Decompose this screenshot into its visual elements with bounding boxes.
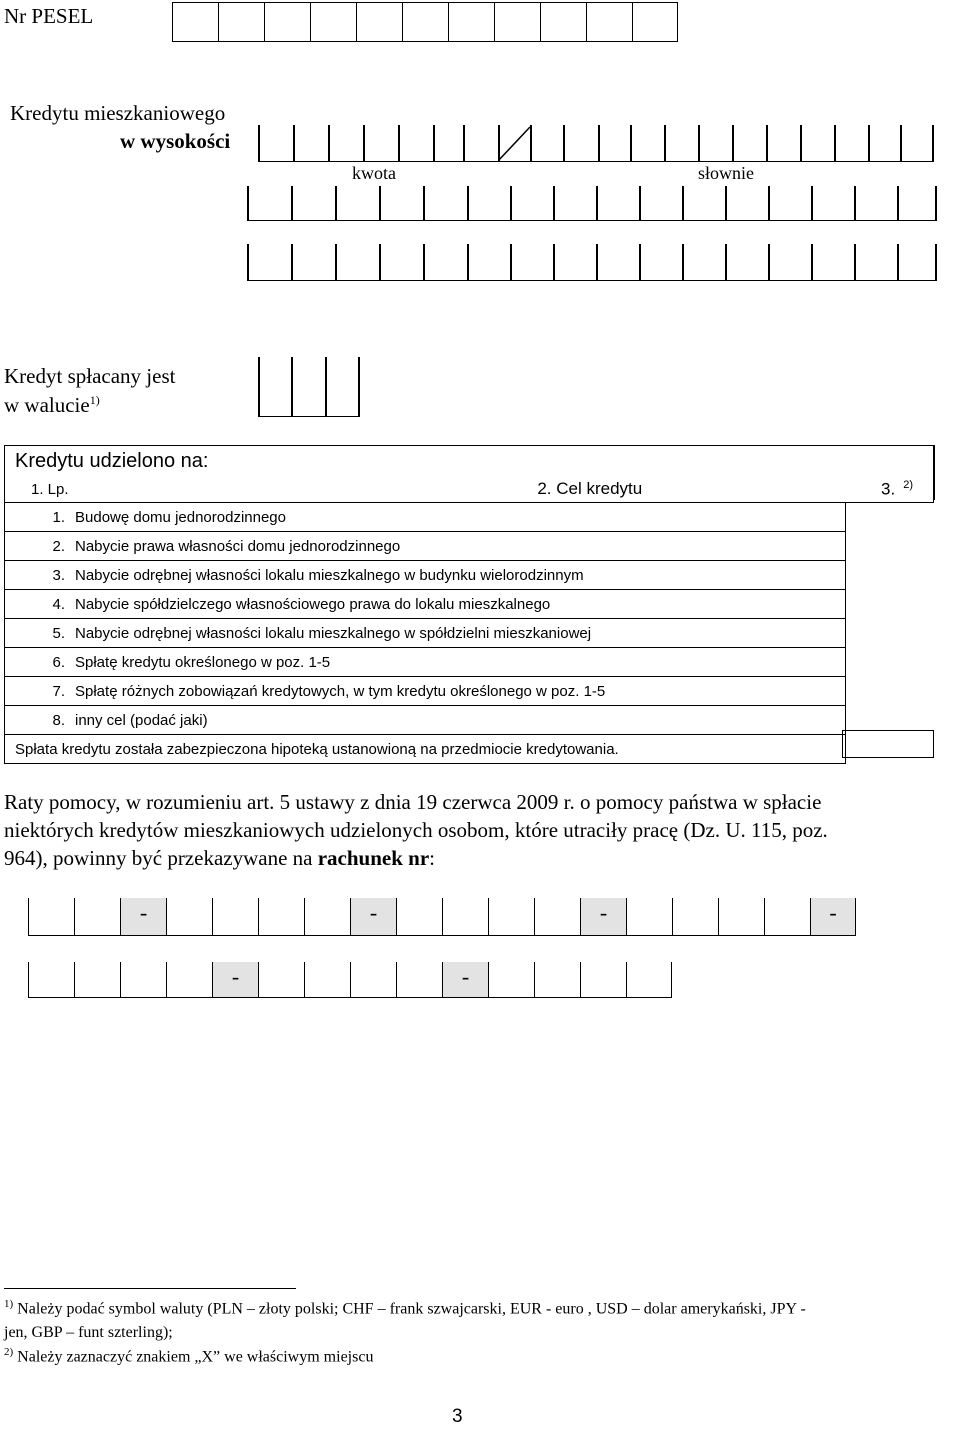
row-checkbox[interactable] <box>846 561 934 590</box>
raty-line-3-text: 964), powinny być przekazywane na <box>4 846 318 870</box>
row-number: 2. <box>52 537 65 555</box>
table-row <box>5 677 934 706</box>
rachunek-nr-label: rachunek nr <box>317 846 430 870</box>
waluta-label-text: w walucie <box>4 393 90 417</box>
col-lp-header: 1. Lp. <box>31 480 69 498</box>
row-text: Nabycie spółdzielczego własnościowego prawa do lokalu mieszkalnego <box>75 595 551 613</box>
footnote-separator <box>4 1288 296 1289</box>
row-checkbox[interactable] <box>846 532 934 561</box>
col-3-header: 3. <box>881 479 896 499</box>
footnote-1-text: Należy podać symbol waluty (PLN – złoty polski; CHF – frank szwajcarski, EUR - euro , USD – dolar amerykański, JPY - <box>17 1300 806 1318</box>
table-row <box>5 532 934 561</box>
pesel-digit-cell[interactable] <box>310 2 356 42</box>
table-header-row <box>5 476 934 503</box>
raty-line-2: niektórych kredytów mieszkaniowych udzielonych osobom, które utraciły pracę (Dz. U. 115, poz. <box>4 818 828 842</box>
table-row <box>5 706 934 735</box>
kwota-label: kwota <box>352 163 396 183</box>
waluta-input[interactable] <box>258 358 360 417</box>
row-checkbox[interactable] <box>846 619 934 648</box>
pesel-digit-cell[interactable] <box>586 2 632 42</box>
row-text: Spłatę kredytu określonego w poz. 1-5 <box>75 653 331 671</box>
pesel-digit-cell[interactable] <box>494 2 540 42</box>
kredyt-heading: Kredytu mieszkaniowego <box>10 101 226 125</box>
table-row <box>5 561 934 590</box>
footnote-1-marker: 1) <box>4 1298 14 1310</box>
table-row <box>5 503 934 532</box>
row-number: 4. <box>52 595 65 613</box>
account-separator: - <box>599 900 608 925</box>
account-separator: - <box>369 900 378 925</box>
footnote-2-marker: 2) <box>4 1346 14 1358</box>
raty-line-3 <box>4 846 435 871</box>
pesel-digit-cell[interactable] <box>540 2 586 42</box>
account-number-input-1[interactable] <box>28 898 856 936</box>
slownie-input-line-2[interactable] <box>247 245 937 281</box>
pesel-label: Nr PESEL <box>4 4 94 28</box>
decimal-slash-icon <box>498 126 531 162</box>
row-number: 7. <box>52 682 65 700</box>
pesel-input[interactable] <box>172 2 678 42</box>
slownie-input-line-1[interactable] <box>247 187 937 221</box>
footnote-ref-1: 1) <box>89 393 100 407</box>
raty-line-1: Raty pomocy, w rozumieniu art. 5 ustawy z dnia 19 czerwca 2009 r. o pomocy państwa w spłacie <box>4 790 822 814</box>
kredyt-subheading: w wysokości <box>120 129 231 153</box>
row-text: inny cel (podać jaki) <box>75 711 208 729</box>
row-text: Nabycie prawa własności domu jednorodzinnego <box>75 537 401 555</box>
cel-kredytu-table <box>4 445 934 764</box>
row-text: Spłatę różnych zobowiązań kredytowych, w tym kredytu określonego w poz. 1-5 <box>75 682 606 700</box>
row-text: Budowę domu jednorodzinnego <box>75 508 286 526</box>
footnote-2-text: Należy zaznaczyć znakiem „X” we właściwym miejscu <box>17 1348 374 1366</box>
pesel-digit-cell[interactable] <box>356 2 402 42</box>
footnote-ref-2: 2) <box>903 478 913 491</box>
pesel-digit-cell[interactable] <box>264 2 310 42</box>
pesel-digit-cell[interactable] <box>448 2 494 42</box>
row-number: 6. <box>52 653 65 671</box>
account-separator: - <box>829 900 837 925</box>
row-checkbox[interactable] <box>846 503 934 532</box>
kwota-input[interactable] <box>258 126 934 162</box>
table-row <box>5 619 934 648</box>
footnote-1 <box>4 1298 806 1318</box>
account-separator: - <box>139 900 148 925</box>
page-number: 3 <box>452 1406 463 1427</box>
footnote-2 <box>4 1346 373 1366</box>
row-number: 3. <box>52 566 65 584</box>
row-checkbox[interactable] <box>846 677 934 706</box>
hipoteka-box[interactable] <box>842 730 934 758</box>
pesel-digit-cell[interactable] <box>632 2 678 42</box>
waluta-label-line1: Kredyt spłacany jest <box>4 364 176 388</box>
row-text: Nabycie odrębnej własności lokalu mieszkalnego w spółdzielni mieszkaniowej <box>75 624 592 642</box>
account-separator: - <box>231 964 240 989</box>
table-right-border <box>934 445 935 500</box>
account-number-input-2[interactable] <box>28 962 672 998</box>
pesel-digit-cell[interactable] <box>402 2 448 42</box>
row-number: 1. <box>52 508 65 526</box>
table-row <box>5 648 934 677</box>
table-row <box>5 590 934 619</box>
row-checkbox[interactable] <box>846 590 934 619</box>
table-title: Kredytu udzielono na: <box>5 446 934 477</box>
waluta-label-line2 <box>4 393 100 418</box>
raty-line-3-colon: : <box>429 846 435 870</box>
account-separator: - <box>461 964 470 989</box>
row-number: 5. <box>52 624 65 642</box>
row-text: Nabycie odrębnej własności lokalu mieszkalnego w budynku wielorodzinnym <box>75 566 584 584</box>
pesel-digit-cell[interactable] <box>218 2 264 42</box>
hipoteka-statement: Spłata kredytu została zabezpieczona hipoteką ustanowioną na przedmiocie kredytowania. <box>5 735 846 764</box>
slownie-label: słownie <box>698 163 754 183</box>
row-number: 8. <box>52 711 65 729</box>
col-cel-header: 2. Cel kredytu <box>537 479 643 498</box>
row-checkbox[interactable] <box>846 648 934 677</box>
footnote-1-cont: jen, GBP – funt szterling); <box>4 1324 173 1341</box>
pesel-digit-cell[interactable] <box>172 2 218 42</box>
